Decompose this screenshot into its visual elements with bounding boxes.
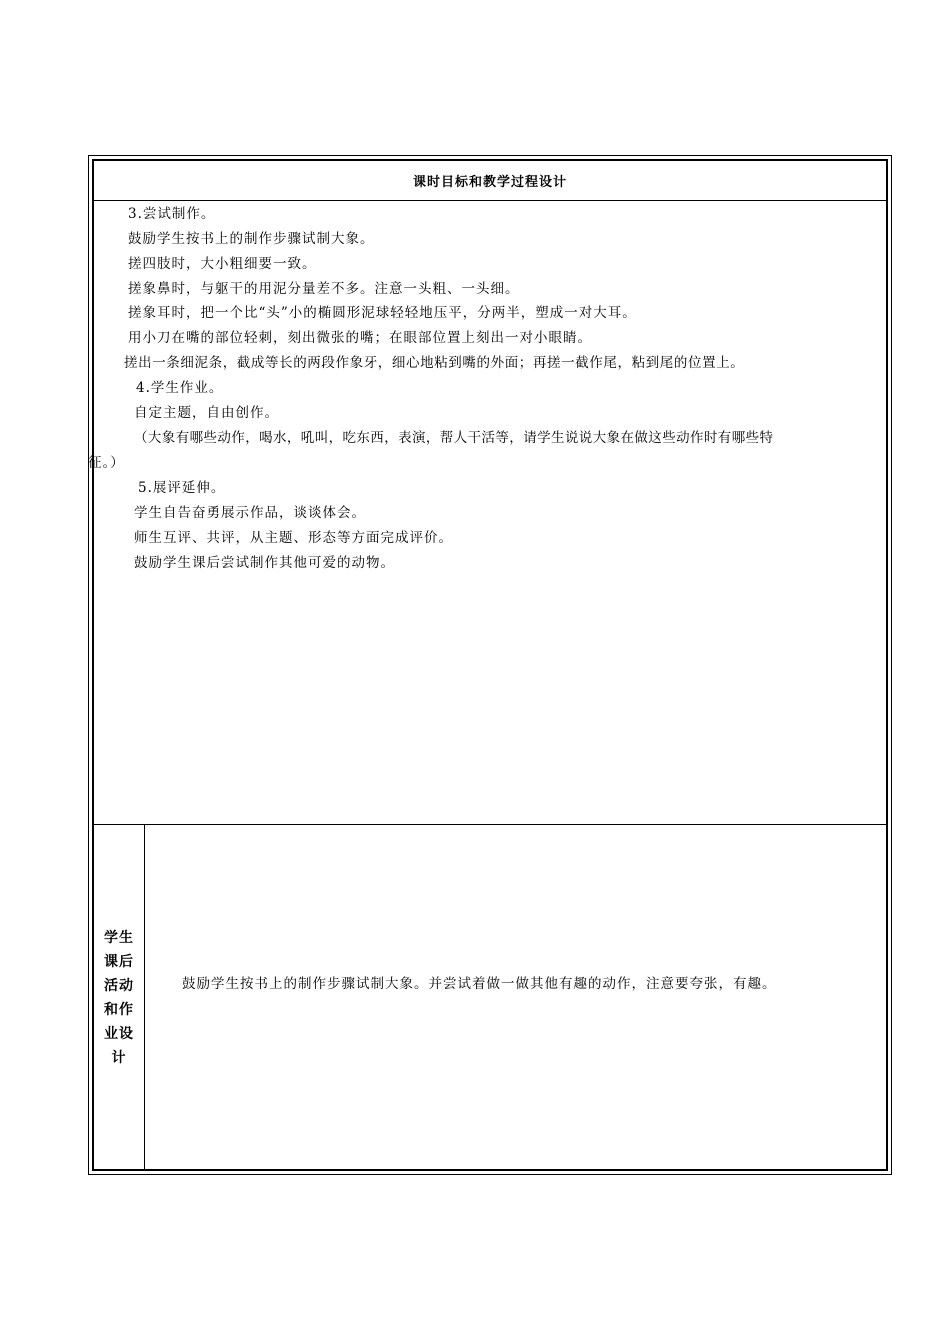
section-label-cell [94, 825, 145, 1169]
section-content-cell [145, 825, 886, 1169]
section-label: 学生课后活动和作业设计 [104, 930, 134, 1066]
body-line: 用小刀在嘴的部位轻刺，刻出微张的嘴；在眼部位置上刻出一对小眼睛。 [128, 330, 592, 346]
body-line: 搓四肢时，大小粗细要一致。 [128, 256, 317, 272]
section-content: 鼓励学生按书上的制作步骤试制大象。并尝试着做一做其他有趣的动作，注意要夸张，有趣。 [182, 976, 777, 992]
body-line: 搓象耳时，把一个比“头”小的椭圆形泥球轻轻地压平，分两半，塑成一对大耳。 [128, 305, 637, 321]
body-line: 鼓励学生课后尝试制作其他可爱的动物。 [134, 555, 395, 571]
body-line: 3.尝试制作。 [128, 206, 216, 222]
table-header-title: 课时目标和教学过程设计 [412, 175, 567, 190]
body-line: 鼓励学生按书上的制作步骤试制大象。 [128, 231, 375, 247]
body-line: 征。） [88, 455, 125, 471]
body-line: 5.展评延伸。 [138, 480, 226, 496]
body-line: 学生自告奋勇展示作品，谈谈体会。 [134, 505, 366, 521]
teaching-process-cell [88, 201, 886, 825]
body-line: 搓出一条细泥条，截成等长的两段作象牙，细心地粘到嘴的外面；再搓一截作尾，粘到尾的位置上。 [124, 355, 745, 371]
body-line: （大象有哪些动作，喝水，吼叫，吃东西，表演，帮人干活等，请学生说说大象在做这些动作时有哪些特 [134, 430, 774, 446]
body-line: 自定主题，自由创作。 [134, 405, 279, 421]
body-line: 搓象鼻时，与躯干的用泥分量差不多。注意一头粗、一头细。 [128, 281, 520, 297]
body-line: 师生互评、共评，从主题、形态等方面完成评价。 [134, 530, 453, 546]
body-line: 4.学生作业。 [136, 380, 224, 396]
table-header [94, 161, 886, 201]
